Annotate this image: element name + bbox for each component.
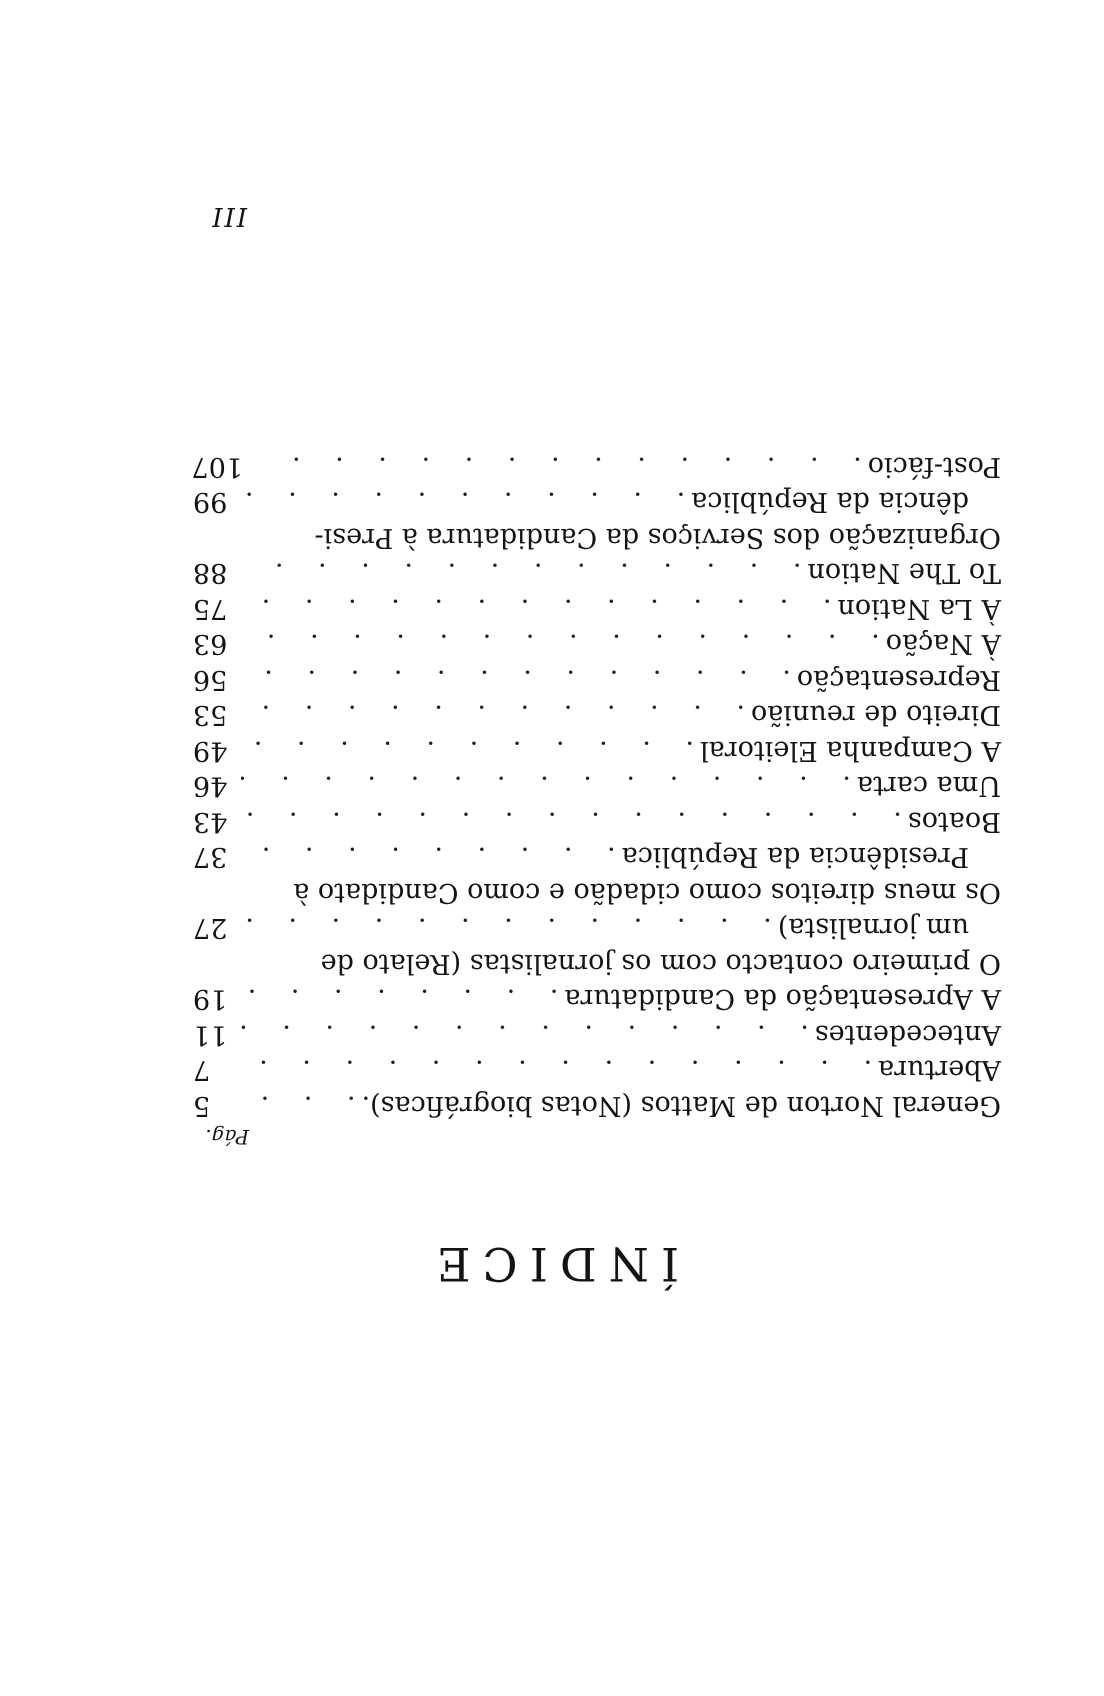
leader-dots bbox=[224, 1052, 872, 1088]
toc-entry bbox=[193, 662, 1001, 698]
toc-entry bbox=[193, 449, 1001, 485]
toc-entry-page: 37 bbox=[193, 841, 228, 873]
toc-entry-page: 49 bbox=[193, 735, 228, 766]
toc-entry-page: 43 bbox=[193, 806, 228, 837]
toc-entry-title: O primeiro contacto com os jornalistas (Relato de bbox=[320, 948, 1001, 979]
toc-entry bbox=[193, 839, 1001, 910]
leader-dots bbox=[241, 804, 901, 840]
toc-entry bbox=[193, 1052, 1001, 1088]
leader-dots bbox=[241, 591, 831, 627]
toc-entry bbox=[193, 555, 1001, 591]
toc-entry bbox=[193, 910, 1001, 981]
leader-dots bbox=[241, 662, 791, 698]
leader-dots bbox=[241, 981, 558, 1017]
toc-entry-page: 88 bbox=[193, 557, 228, 589]
toc-entry bbox=[193, 1017, 1001, 1053]
toc-entry bbox=[193, 484, 1001, 555]
leader-dots bbox=[257, 449, 862, 485]
toc-entry-page: 5 bbox=[193, 1090, 211, 1121]
toc-entry-page: 11 bbox=[193, 1019, 228, 1050]
leader-dots bbox=[241, 839, 615, 875]
toc-entry-page: 75 bbox=[193, 593, 228, 624]
toc-entry-title: Post-fácio bbox=[867, 451, 1001, 482]
toc-entry-title: A Campanha Eleitoral bbox=[700, 735, 1001, 766]
toc-entry-page: 107 bbox=[191, 451, 243, 482]
toc-entry-page: 46 bbox=[193, 770, 228, 802]
leader-dots bbox=[241, 697, 745, 733]
toc-entry-title: Abertura bbox=[878, 1054, 1001, 1086]
index-title: ÍNDICE bbox=[424, 1237, 680, 1291]
toc-entry-page: 56 bbox=[193, 664, 228, 695]
toc-entry-title-continued: dência da República bbox=[691, 486, 969, 518]
toc-entry bbox=[193, 768, 1001, 804]
toc-entry-title: Os meus direitos como cidadão e como Candidato à bbox=[293, 877, 1001, 908]
toc-entry bbox=[193, 697, 1001, 733]
leader-dots bbox=[241, 1017, 808, 1053]
leader-dots bbox=[241, 910, 771, 946]
toc-entry-title-continued: um jornalista) bbox=[777, 912, 969, 944]
toc-entry bbox=[193, 1088, 1001, 1124]
toc-entry-title: A Apresentação da Candidatura bbox=[564, 983, 1001, 1015]
toc-entry-title: Direito de reunião bbox=[751, 699, 1001, 731]
toc-entry-title: To The Nation bbox=[807, 557, 1001, 589]
toc-entry-title: À La Nation bbox=[837, 593, 1001, 624]
toc-entry-title-continued: Presidência da República bbox=[621, 841, 969, 873]
leader-dots bbox=[224, 1088, 355, 1124]
toc-entry bbox=[193, 804, 1001, 840]
toc-entry-page: 7 bbox=[193, 1054, 211, 1086]
toc-entry-title: Uma carta bbox=[856, 770, 1001, 802]
leader-dots bbox=[241, 768, 851, 804]
toc-entry-title: Boatos bbox=[907, 806, 1001, 837]
toc-entry bbox=[193, 591, 1001, 627]
toc-entry-page: 53 bbox=[193, 699, 228, 731]
toc-entry bbox=[193, 981, 1001, 1017]
page-folio: III bbox=[210, 201, 247, 231]
leader-dots bbox=[241, 626, 879, 662]
toc-entry-title: Representação bbox=[796, 664, 1001, 695]
toc-entry bbox=[193, 733, 1001, 769]
toc-entry-page: 63 bbox=[193, 628, 228, 660]
toc-entry-title: Organização dos Serviços da Candidatura à Presi- bbox=[314, 522, 1001, 553]
toc-entry-page: 19 bbox=[193, 983, 228, 1015]
toc-entry-page: 27 bbox=[193, 912, 228, 944]
toc-entry-page: 99 bbox=[193, 486, 228, 518]
leader-dots bbox=[241, 555, 801, 591]
table-of-contents bbox=[193, 449, 1001, 1124]
toc-entry-title: Antecedentes bbox=[814, 1019, 1001, 1050]
toc-entry-title: General Norton de Mattos (Notas biográficas). bbox=[361, 1090, 1001, 1121]
leader-dots bbox=[241, 733, 694, 769]
leader-dots bbox=[241, 484, 685, 520]
page-column-header: Pág. bbox=[205, 1125, 249, 1149]
toc-entry-title: À Nação bbox=[885, 628, 1001, 660]
toc-entry bbox=[193, 626, 1001, 662]
